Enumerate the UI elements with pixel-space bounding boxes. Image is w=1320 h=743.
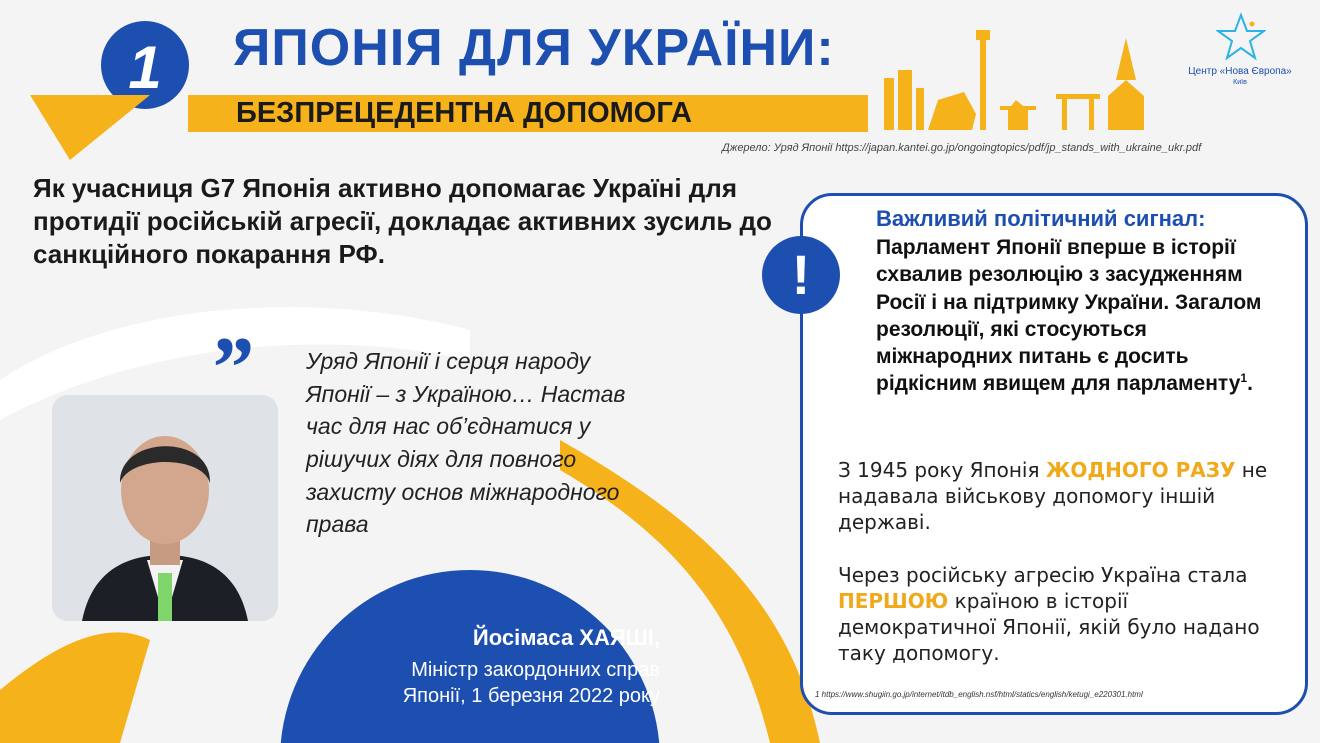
- logo-city: Київ: [1233, 79, 1247, 86]
- fact1-highlight: ЖОДНОГО РАЗУ: [1045, 458, 1236, 482]
- signal-heading: Важливий політичний сигнал:: [876, 206, 1206, 231]
- exclamation-icon: !: [762, 236, 840, 314]
- section-number: 1: [128, 34, 162, 101]
- fact-first: [838, 457, 1278, 535]
- fact2-highlight: ПЕРШОЮ: [838, 589, 949, 613]
- intro-text: Як учасниця G7 Японія активно допомагає Україні для протидії російській агресії, докладає активних зусиль до санкційного покарання РФ.: [33, 173, 772, 270]
- signal-text: [876, 234, 1276, 398]
- footnote-ref: 1: [1240, 371, 1248, 386]
- signal-end: .: [1247, 372, 1253, 396]
- landmarks-skyline-icon: [880, 18, 1180, 138]
- quote-position-line1: Міністр закордонних справ: [411, 659, 660, 681]
- page-subtitle: БЕЗПРЕЦЕДЕНТНА ДОПОМОГА: [236, 97, 692, 129]
- signal-body: Парламент Японії вперше в історії схвалив резолюцію з засудженням Росії і на підтримку України. Загалом резолюції, які стосуються міжнародних питань є досить рідкісним явищем для парламенту: [876, 236, 1262, 396]
- quote-position-line2: Японії, 1 березня 2022 року: [402, 685, 660, 708]
- fact1-pre: З 1945 року Японія: [838, 458, 1046, 482]
- quote-author: Йосімаса ХАЯШІ,: [472, 625, 660, 650]
- fact1-post: не надавала військову допомогу іншій державі.: [838, 458, 1268, 534]
- logo-name: Центр «Нова Європа»: [1188, 66, 1292, 77]
- minister-photo: [52, 395, 278, 621]
- footnote: 1 https://www.shugiin.go.jp/internet/itdb_english.nsf/html/statics/english/ketugi_e220301.html: [815, 690, 1143, 699]
- source-note: Джерело: Уряд Японії https://japan.kantei.go.jp/ongoingtopics/pdf/jp_stands_with_ukraine_ukr.pdf: [722, 142, 1202, 154]
- fact2-pre: Через російську агресію Україна стала: [838, 563, 1248, 587]
- quote-mark-icon: ”: [208, 320, 252, 417]
- star-logo-icon: [1216, 12, 1266, 62]
- fact2-post: країною в історії демократичної Японії, якій було надано таку допомогу.: [838, 589, 1260, 665]
- quote-text: Уряд Японії і серця народу Японії – з Україною… Настав час для нас об’єднатися у рішучих діях для повного захисту основ міжнародного права: [306, 348, 626, 538]
- fact-second: [838, 562, 1278, 666]
- person-portrait-icon: [52, 395, 278, 621]
- page-title: ЯПОНІЯ ДЛЯ УКРАЇНИ:: [233, 19, 835, 77]
- quote-position: [300, 657, 660, 710]
